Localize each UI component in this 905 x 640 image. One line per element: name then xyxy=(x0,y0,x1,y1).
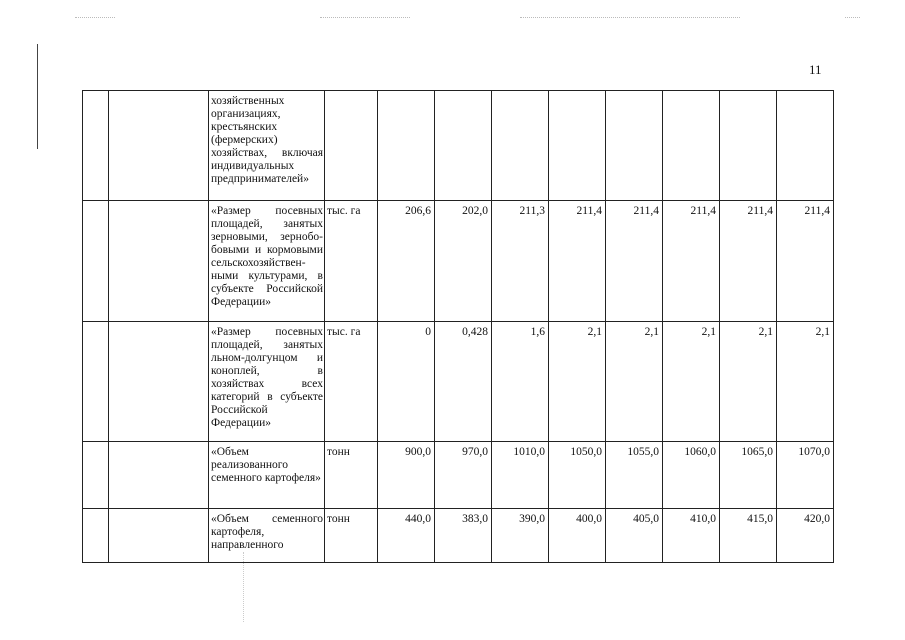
value-cell: 405,0 xyxy=(606,509,663,563)
value-cell xyxy=(777,91,834,201)
value-cell: 390,0 xyxy=(492,509,549,563)
value-cell xyxy=(492,91,549,201)
row-number-cell xyxy=(83,509,109,563)
page-number: 11 xyxy=(809,62,822,77)
row-number-cell xyxy=(83,322,109,442)
row-number-cell xyxy=(83,442,109,509)
value-cell: 2,1 xyxy=(606,322,663,442)
value-cell: 1065,0 xyxy=(720,442,777,509)
row-number-cell xyxy=(83,201,109,322)
value-cell: 410,0 xyxy=(663,509,720,563)
value-cell: 420,0 xyxy=(777,509,834,563)
value-cell xyxy=(549,91,606,201)
program-cell xyxy=(109,442,209,509)
value-cell xyxy=(435,91,492,201)
value-cell: 0,428 xyxy=(435,322,492,442)
indicator-cell: «Объем реализованного семенного картофеля» xyxy=(209,442,325,509)
unit-cell: тонн xyxy=(325,509,378,563)
table-row xyxy=(83,509,834,563)
value-cell: 1,6 xyxy=(492,322,549,442)
unit-cell: тонн xyxy=(325,442,378,509)
value-cell: 2,1 xyxy=(663,322,720,442)
program-cell xyxy=(109,509,209,563)
value-cell: 211,4 xyxy=(777,201,834,322)
value-cell: 202,0 xyxy=(435,201,492,322)
value-cell: 1050,0 xyxy=(549,442,606,509)
value-cell xyxy=(378,91,435,201)
scan-artifact xyxy=(320,17,410,19)
value-cell: 400,0 xyxy=(549,509,606,563)
value-cell: 211,4 xyxy=(720,201,777,322)
indicator-cell: «Размер посевных площадей, занятых льном-долгунцом и коноплей, в хозяйствах всех категорий в субъекте Российской Федерации» xyxy=(209,322,325,442)
table-row xyxy=(83,322,834,442)
value-cell: 211,4 xyxy=(606,201,663,322)
value-cell: 1070,0 xyxy=(777,442,834,509)
indicator-cell: «Размер посевных площадей, занятых зерновыми, зернобо-бовыми и кормовыми сельскохозяйствен-ными культурами, в субъекте Российской Федерации» xyxy=(209,201,325,322)
table-row xyxy=(83,442,834,509)
value-cell: 383,0 xyxy=(435,509,492,563)
value-cell xyxy=(606,91,663,201)
scan-artifact xyxy=(520,17,740,19)
value-cell: 900,0 xyxy=(378,442,435,509)
value-cell: 2,1 xyxy=(777,322,834,442)
value-cell xyxy=(720,91,777,201)
value-cell: 206,6 xyxy=(378,201,435,322)
value-cell xyxy=(663,91,720,201)
row-number-cell xyxy=(83,91,109,201)
value-cell: 1010,0 xyxy=(492,442,549,509)
program-cell xyxy=(109,201,209,322)
unit-cell xyxy=(325,91,378,201)
value-cell: 1060,0 xyxy=(663,442,720,509)
table-row xyxy=(83,91,834,201)
program-cell xyxy=(109,91,209,201)
unit-cell: тыс. га xyxy=(325,322,378,442)
value-cell: 440,0 xyxy=(378,509,435,563)
unit-cell: тыс. га xyxy=(325,201,378,322)
indicator-cell: хозяйственных организациях, крестьянских (фермерских) хозяйствах, включая индивидуальных предпринимателей» xyxy=(209,91,325,201)
value-cell: 2,1 xyxy=(549,322,606,442)
value-cell: 211,3 xyxy=(492,201,549,322)
table-row xyxy=(83,201,834,322)
value-cell: 211,4 xyxy=(663,201,720,322)
value-cell: 2,1 xyxy=(720,322,777,442)
value-cell: 0 xyxy=(378,322,435,442)
indicator-cell: «Объем семенного картофеля, направленного xyxy=(209,509,325,563)
value-cell: 970,0 xyxy=(435,442,492,509)
value-cell: 1055,0 xyxy=(606,442,663,509)
value-cell: 211,4 xyxy=(549,201,606,322)
scan-artifact xyxy=(845,17,860,19)
scan-artifact xyxy=(75,17,115,19)
scan-margin-mark xyxy=(37,44,38,149)
value-cell: 415,0 xyxy=(720,509,777,563)
program-cell xyxy=(109,322,209,442)
indicators-table xyxy=(82,90,834,563)
